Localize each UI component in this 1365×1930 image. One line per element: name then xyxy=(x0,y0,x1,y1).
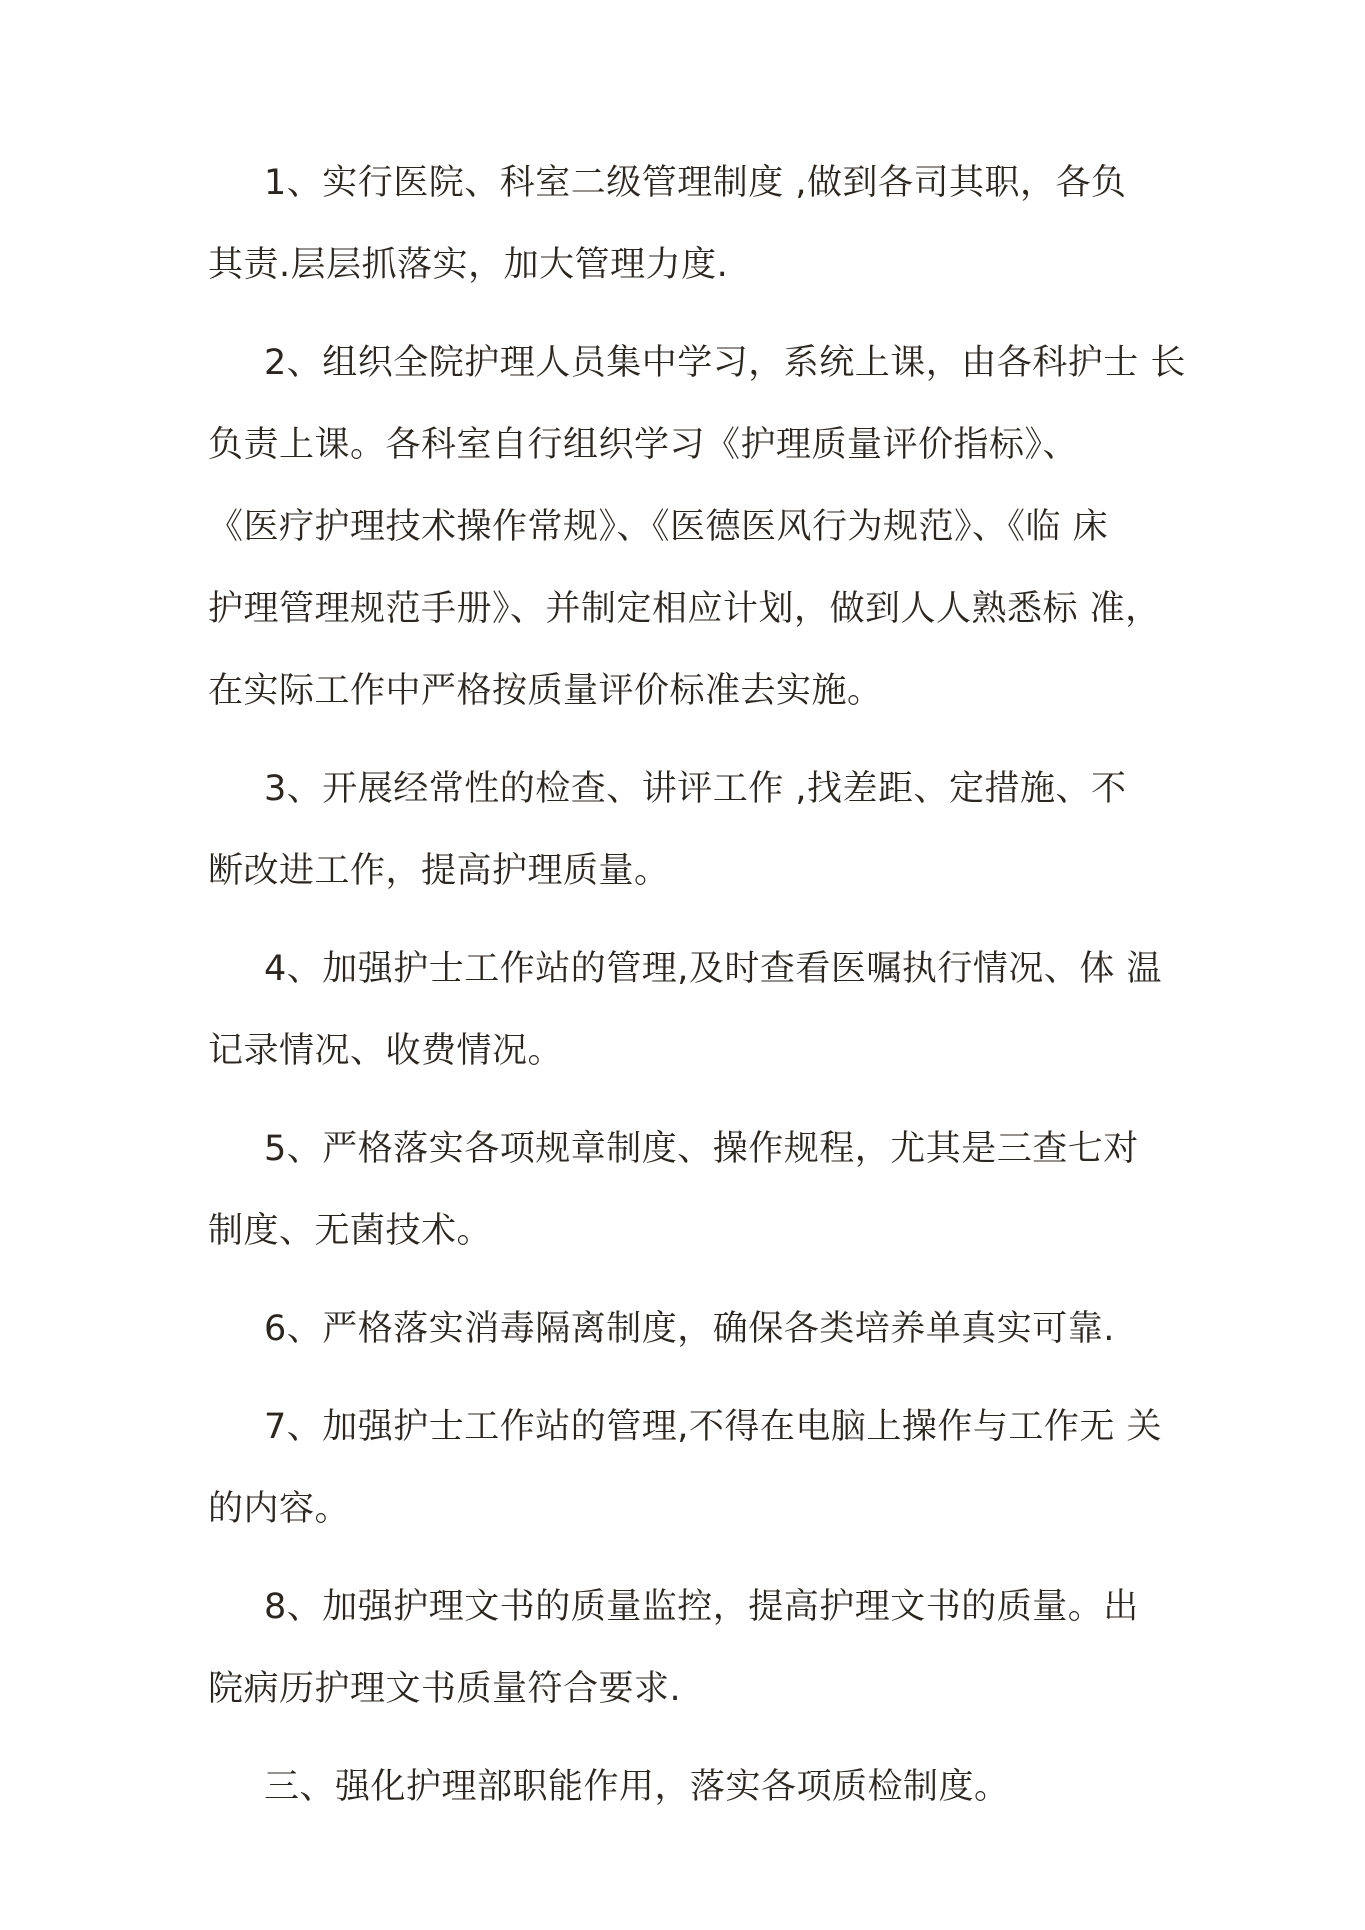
paragraph-line: 负责上课。各科室自行组织学习《护理质量评价指标》、 xyxy=(208,425,1079,465)
paragraph-line: 护理管理规范手册》、并制定相应计划，做到人人熟悉标 准， xyxy=(208,589,1161,629)
paragraph-line: 8、加强护理文书的质量监控，提高护理文书的质量。出 xyxy=(264,1587,1139,1627)
paragraph-line: 制度、无菌技术。 xyxy=(208,1211,493,1251)
section-heading-text: 三、强化护理部职能作用，落实各项质检制度。 xyxy=(264,1767,1010,1807)
paragraph-3 xyxy=(208,748,1168,912)
paragraph-line: 3、开展经常性的检查、讲评工作 ,找差距、定措施、不 xyxy=(264,769,1127,809)
paragraph-line: 的内容。 xyxy=(208,1489,351,1529)
paragraph-line: 院病历护理文书质量符合要求. xyxy=(208,1669,682,1709)
paragraph-6 xyxy=(208,1288,1168,1370)
paragraph-line: 其责.层层抓落实，加大管理力度. xyxy=(208,245,729,285)
paragraph-line: 4、加强护士工作站的管理,及时查看医嘱执行情况、体 温 xyxy=(264,949,1163,989)
document-body xyxy=(208,142,1186,1844)
paragraph-2 xyxy=(208,322,1186,732)
paragraph-line: 在实际工作中严格按质量评价标准去实施。 xyxy=(208,671,883,711)
paragraph-line: 《医疗护理技术操作常规》、《医德医风行为规范》、《临 床 xyxy=(208,507,1109,547)
paragraph-4 xyxy=(208,928,1168,1092)
paragraph-line: 记录情况、收费情况。 xyxy=(208,1031,564,1071)
paragraph-line: 2、组织全院护理人员集中学习，系统上课，由各科护士 长 xyxy=(264,343,1186,383)
section-heading xyxy=(208,1746,1168,1828)
paragraph-line: 1、实行医院、科室二级管理制度 ,做到各司其职，各负 xyxy=(264,163,1127,203)
paragraph-8 xyxy=(208,1566,1168,1730)
paragraph-line: 5、严格落实各项规章制度、操作规程，尤其是三查七对 xyxy=(264,1129,1139,1169)
paragraph-line: 断改进工作，提高护理质量。 xyxy=(208,851,670,891)
paragraph-line: 6、严格落实消毒隔离制度，确保各类培养单真实可靠. xyxy=(264,1309,1115,1349)
paragraph-line: 7、加强护士工作站的管理,不得在电脑上操作与工作无 关 xyxy=(264,1407,1163,1447)
paragraph-7 xyxy=(208,1386,1168,1550)
paragraph-1 xyxy=(208,142,1168,306)
paragraph-5 xyxy=(208,1108,1168,1272)
